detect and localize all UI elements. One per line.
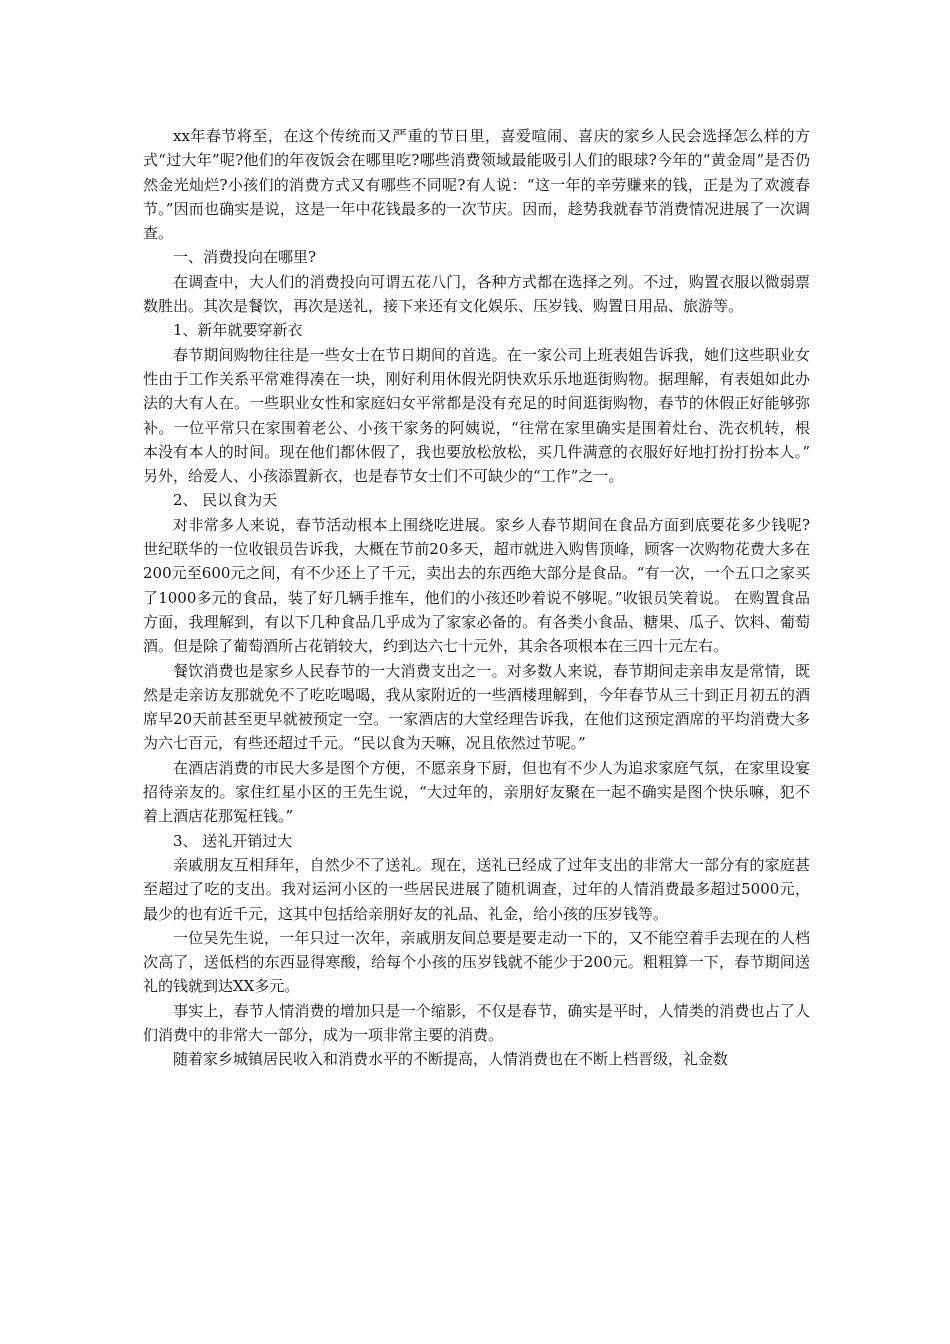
body-paragraph: 对非常多人来说，春节活动根本上围绕吃进展。家乡人春节期间在食品方面到底要花多少钱呢?世纪联华的一位收银员告诉我，大概在节前20多天，超市就进入购售顶峰，顾客一次购物花费大多在200元至600元之间，有不少还上了千元，卖出去的东西绝大部分是食品。“有一次，一个五口之家买了1000多元的食品，装了好几辆手推车，他们的小孩还吵着说不够呢。”收银员笑着说。 在购置食品方面，我理解到，有以下几种食品几乎成为了家家必备的。有各类小食品、糖果、瓜子、饮料、葡萄酒。但是除了葡萄酒所占花销较大，约到达六七十元外，其余各项根本在三四十元左右。 [143, 515, 810, 656]
subsection-heading-food: 2、 民以食为天 [173, 491, 278, 510]
body-paragraph: 在调查中，大人们的消费投向可谓五花八门，各种方式都在选择之列。不过，购置衣服以微弱票数胜出。其次是餐饮，再次是送礼，接下来还有文化娱乐、压岁钱、购置日用品、旅游等。 [143, 272, 810, 316]
section-heading-consumption-direction: 一、消费投向在哪里? [173, 248, 317, 267]
body-paragraph: 餐饮消费也是家乡人民春节的一大消费支出之一。对多数人来说，春节期间走亲串友是常情，既然是走亲访友那就免不了吃吃喝喝，我从家附近的一些酒楼理解到，今年春节从三十到正月初五的酒席早20天前甚至更早就被预定一空。一家酒店的大堂经理告诉我，在他们这预定酒席的平均消费大多为六七百元，有些还超过千元。“民以食为天嘛，况且依然过节呢。” [143, 661, 810, 753]
intro-paragraph: xx年春节将至，在这个传统而又严重的节日里，喜爱喧闹、喜庆的家乡人民会选择怎么样的方式“过大年”呢?他们的年夜饭会在哪里吃?哪些消费领域最能吸引人们的眼球?今年的“黄金周”是否仍然金光灿烂?小孩们的消费方式又有哪些不同呢?有人说：“这一年的辛劳赚来的钱，正是为了欢渡春节。”因而也确实是说，这是一年中花钱最多的一次节庆。因而，趁势我就春节消费情况进展了一次调查。 [143, 127, 810, 243]
body-paragraph: 事实上，春节人情消费的增加只是一个缩影，不仅是春节，确实是平时，人情类的消费也占了人们消费中的非常大一部分，成为一项非常主要的消费。 [143, 1001, 810, 1044]
body-paragraph: 春节期间购物往往是一些女士在节日期间的首选。在一家公司上班表姐告诉我，她们这些职业女性由于工作关系平常难得凑在一块，刚好利用休假光阴快欢乐乐地逛街购物。据理解，有表姐如此办法的大有人在。一些职业女性和家庭妇女平常都是没有充足的时间逛街购物，春节的休假正好能够弥补。一位平常只在家围着老公、小孩干家务的阿姨说，“往常在家里确实是围着灶台、洗衣机转，根本没有本人的时间。现在他们都休假了，我也要放松放松，买几件满意的衣服好好地打扮打扮本人。” 另外，给爱人、小孩添置新衣，也是春节女士们不可缺少的“工作”之一。 [143, 345, 810, 486]
body-paragraph: 在酒店消费的市民大多是图个方便，不愿亲身下厨，但也有不少人为追求家庭气氛，在家里设宴招待亲友的。家住红星小区的王先生说，“大过年的，亲朋好友聚在一起不确实是图个快乐嘛，犯不着上酒店花那冤枉钱。” [143, 758, 810, 826]
document-body [143, 124, 810, 1072]
body-paragraph: 亲戚朋友互相拜年，自然少不了送礼。现在，送礼已经成了过年支出的非常大一部分有的家庭甚至超过了吃的支出。我对运河小区的一些居民进展了随机调查，过年的人情消费最多超过5000元，最少的也有近千元，这其中包括给亲朋好友的礼品、礼金，给小孩的压岁钱等。 [143, 855, 810, 923]
subsection-heading-gifts: 3、 送礼开销过大 [173, 831, 293, 850]
body-paragraph: 随着家乡城镇居民收入和消费水平的不断提高，人情消费也在不断上档晋级，礼金数 [173, 1050, 729, 1069]
body-paragraph: 一位吴先生说，一年只过一次年，亲戚朋友间总要是要走动一下的，又不能空着手去现在的人档次高了，送低档的东西显得寒酸，给每个小孩的压岁钱就不能少于200元。粗粗算一下，春节期间送礼的钱就到达XX多元。 [143, 928, 810, 996]
subsection-heading-new-clothes: 1、新年就要穿新衣 [173, 321, 303, 340]
